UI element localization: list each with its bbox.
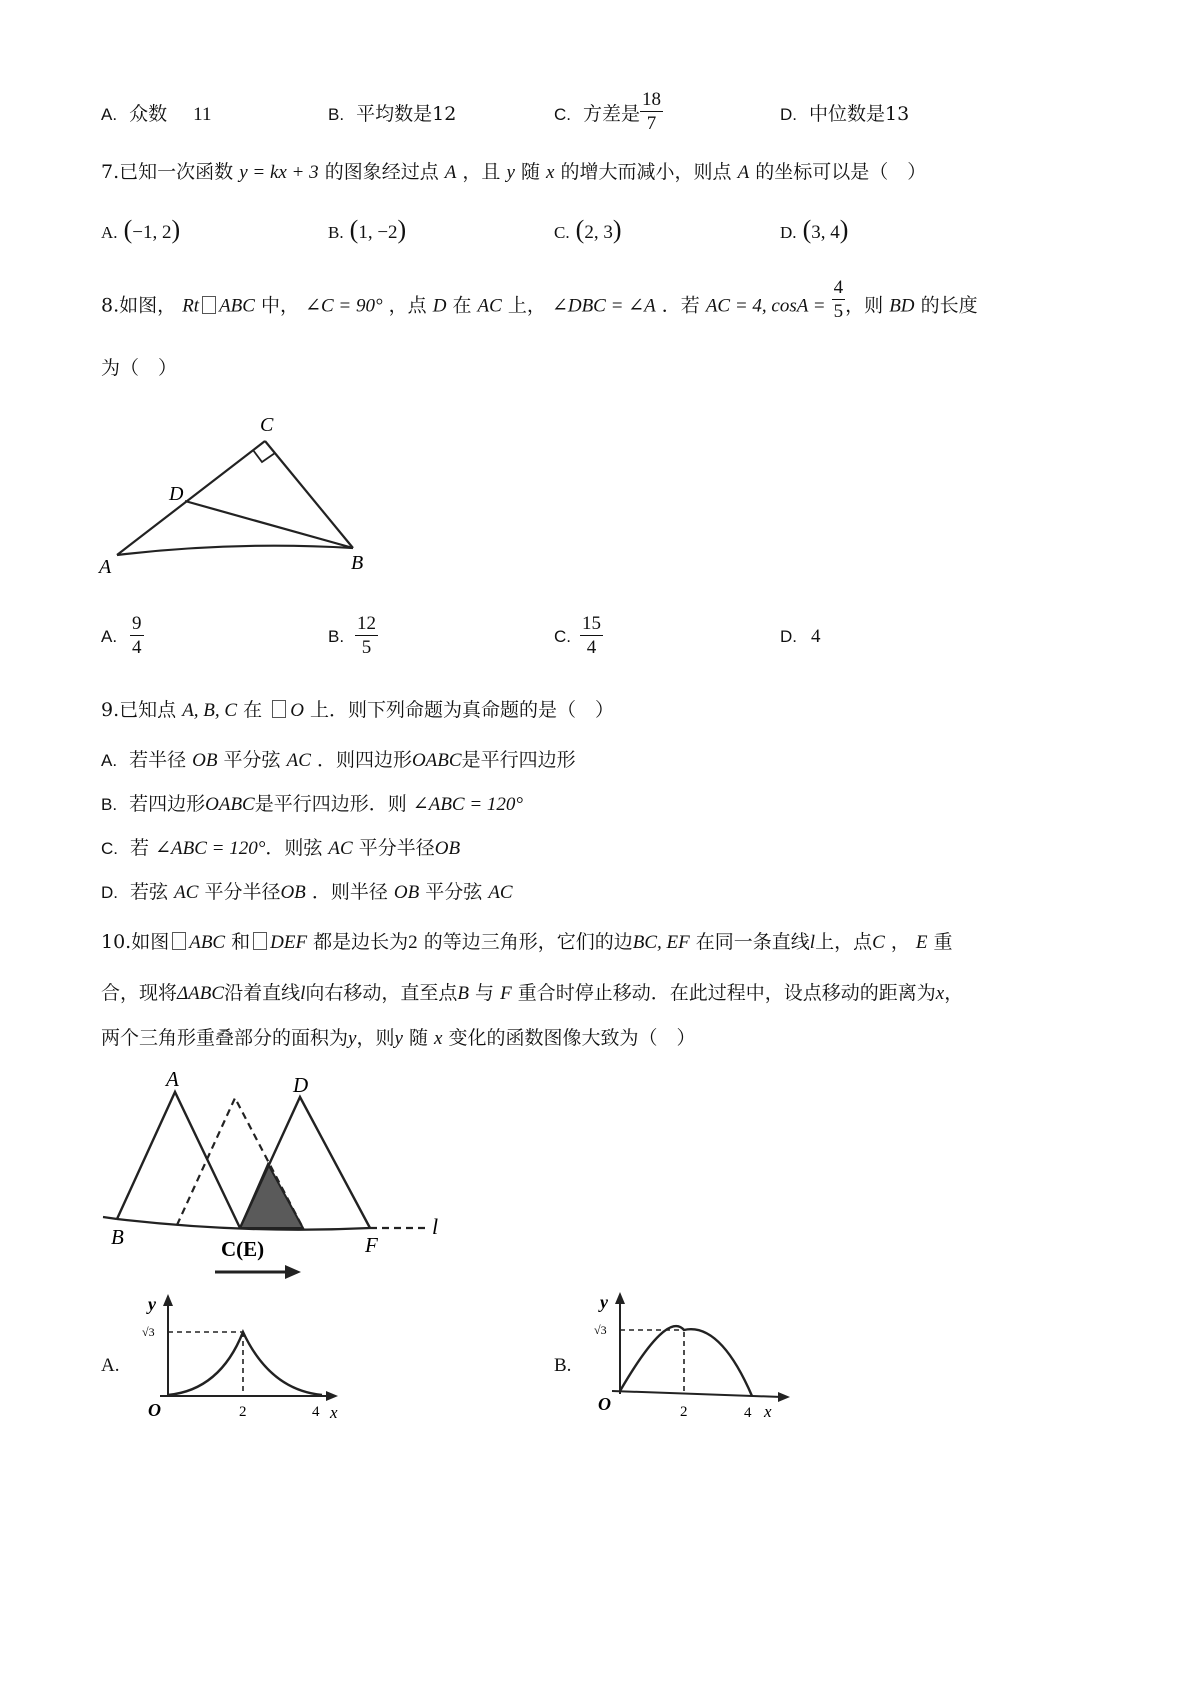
q7-function: y = kx + 3 bbox=[239, 162, 319, 183]
curve bbox=[168, 1332, 322, 1395]
q8-stem-text: 中， bbox=[261, 294, 300, 317]
q7-option-b bbox=[328, 216, 406, 247]
q6-option-b bbox=[328, 100, 456, 129]
fraction-denominator: 5 bbox=[833, 301, 844, 322]
tick-label-4: 4 bbox=[744, 1405, 752, 1421]
segment-ab bbox=[117, 546, 353, 555]
q6-option-a-text: 众数 bbox=[129, 103, 168, 125]
q9-option-label: A. bbox=[101, 751, 118, 770]
fraction-denominator: 4 bbox=[132, 637, 142, 658]
q10-text: ， bbox=[890, 931, 910, 953]
origin-label: O bbox=[148, 1400, 161, 1420]
q9-math: OABC bbox=[411, 750, 462, 771]
overlap-shaded-region bbox=[240, 1164, 303, 1228]
q7-option-c bbox=[554, 216, 621, 247]
q8-stem-text: ，则 bbox=[845, 294, 884, 317]
q10-graph-a-label: A. bbox=[101, 1355, 120, 1376]
q8-stem-text: 在 bbox=[452, 294, 472, 317]
q9-option-label: B. bbox=[101, 795, 118, 814]
q9-math: ∠ABC = 120° bbox=[155, 838, 266, 859]
q8-option-d bbox=[780, 622, 821, 651]
q10-math: ABC bbox=[189, 932, 226, 953]
q10-stem-line1 bbox=[101, 928, 953, 957]
tick-label-2: 2 bbox=[239, 1404, 247, 1420]
q8-point-d: D bbox=[432, 295, 447, 317]
q9-math: AC bbox=[286, 750, 311, 771]
fraction-numerator: 15 bbox=[582, 613, 601, 634]
q10-math: l bbox=[300, 983, 306, 1004]
q10-math: 2 bbox=[408, 932, 418, 953]
q9-stem-text: 上．则下列命题为真命题的是（ ） bbox=[309, 699, 614, 721]
q10-math: x bbox=[434, 1028, 443, 1049]
q10-text: 与 bbox=[475, 982, 495, 1004]
fraction-numerator: 18 bbox=[642, 89, 661, 110]
q7-point: A bbox=[737, 162, 750, 183]
q9-text: ．则弦 bbox=[265, 837, 323, 859]
q7-option-value: 2, 3 bbox=[584, 222, 613, 243]
tick-label-sqrt3: √3 bbox=[142, 1325, 155, 1339]
q6-option-b-text: 平均数是12 bbox=[356, 103, 457, 125]
q8-option-a-fraction bbox=[130, 612, 144, 659]
q10-math: BC, EF bbox=[632, 932, 690, 953]
q10-math: E bbox=[915, 932, 928, 953]
q10-math: DEF bbox=[270, 932, 308, 953]
q9-option-label: D. bbox=[101, 883, 118, 902]
q7-stem-text: 的图象经过点 bbox=[324, 161, 439, 183]
q8-option-value: 4 bbox=[811, 626, 821, 647]
line-l bbox=[103, 1217, 117, 1219]
paren-open: ( bbox=[575, 215, 585, 244]
q10-graph-b-label: B. bbox=[554, 1355, 572, 1376]
q9-text: ．则半径 bbox=[311, 881, 388, 903]
q10-math: y bbox=[394, 1028, 403, 1049]
circle-symbol bbox=[272, 700, 286, 718]
q8-stem-text: 的长度 bbox=[920, 294, 978, 317]
q8-segment-bd: BD bbox=[889, 295, 915, 317]
fraction-denominator: 4 bbox=[586, 637, 597, 658]
q9-text: 若半径 bbox=[129, 749, 187, 771]
q7-option-a bbox=[101, 216, 180, 247]
q10-text: 变化的函数图像大致为（ ） bbox=[448, 1027, 696, 1049]
q10-stem-line2 bbox=[101, 979, 963, 1008]
q8-angle-eq: ∠DBC = ∠A bbox=[551, 295, 656, 317]
paren-open: ( bbox=[802, 215, 812, 244]
q9-text: 平分弦 bbox=[425, 881, 483, 903]
q10-text: 的等边三角形，它们的边 bbox=[423, 931, 633, 953]
q10-text: 合，现将 bbox=[101, 982, 178, 1004]
tick-label-2: 2 bbox=[680, 1404, 688, 1420]
point-label-c: C bbox=[260, 414, 274, 436]
q8-cos-fraction bbox=[832, 276, 846, 323]
q9-option-b bbox=[101, 790, 523, 819]
x-axis bbox=[612, 1391, 782, 1397]
q8-stem-line2: 为（ ） bbox=[101, 357, 178, 379]
q8-stem-text: ．若 bbox=[661, 294, 700, 317]
fraction-numerator: 4 bbox=[833, 277, 844, 298]
q9-text: 若 bbox=[130, 837, 150, 859]
q8-option-label: B. bbox=[328, 627, 345, 646]
q10-text: 10.如图 bbox=[101, 931, 170, 953]
tick-label-sqrt3: √3 bbox=[594, 1323, 607, 1337]
axis-label-y: y bbox=[600, 1292, 608, 1312]
point-label-a: A bbox=[166, 1067, 179, 1091]
q7-stem-text: 的增大而减小，则点 bbox=[560, 161, 732, 183]
q8-triangle: ABC bbox=[219, 295, 255, 317]
q7-stem-text: ，且 bbox=[462, 161, 501, 183]
q10-math: F bbox=[500, 983, 512, 1004]
q9-math: OABC bbox=[205, 794, 255, 815]
q7-stem-text: 随 bbox=[520, 161, 540, 183]
q8-rt: Rt bbox=[182, 295, 200, 317]
q6-option-d-label: D. bbox=[780, 105, 797, 124]
point-label-a: A bbox=[99, 556, 112, 578]
q10-text: ，则 bbox=[356, 1027, 395, 1049]
point-label-f: F bbox=[365, 1233, 378, 1257]
q10-text: 和 bbox=[231, 931, 251, 953]
q6-option-a-value: 11 bbox=[193, 104, 212, 125]
q7-var-y: y bbox=[506, 162, 515, 183]
q6-option-c bbox=[554, 100, 640, 129]
q10-math: y bbox=[348, 1028, 357, 1049]
y-axis-arrow bbox=[615, 1292, 625, 1304]
q8-stem-text: ，点 bbox=[388, 294, 427, 317]
q9-text: 是平行四边形．则 bbox=[254, 793, 407, 815]
q10-math: C bbox=[872, 932, 885, 953]
q8-option-label: A. bbox=[101, 627, 118, 646]
fraction-denominator: 7 bbox=[646, 113, 657, 134]
q8-option-label: C. bbox=[554, 627, 571, 646]
q7-option-value: −1, 2 bbox=[132, 222, 172, 243]
tick-label-4: 4 bbox=[312, 1404, 320, 1420]
x-axis-arrow bbox=[326, 1391, 338, 1401]
q8-angle-c: ∠C = 90° bbox=[305, 295, 383, 317]
q10-text: 在同一条直线 bbox=[695, 931, 810, 953]
q10-text: 沿着直线 bbox=[224, 982, 301, 1004]
q10-graph-b bbox=[592, 1290, 807, 1430]
q9-stem bbox=[101, 696, 614, 725]
q10-text: 两个三角形重叠部分的面积为 bbox=[101, 1027, 349, 1049]
paren-open: ( bbox=[123, 215, 133, 244]
q7-option-label: A. bbox=[101, 223, 118, 242]
q6-option-a-label: A. bbox=[101, 105, 118, 124]
x-axis-arrow bbox=[778, 1392, 790, 1402]
q9-option-label: C. bbox=[101, 839, 118, 858]
q7-point: A bbox=[444, 162, 457, 183]
q6-option-c-text: 方差是 bbox=[583, 103, 641, 125]
fraction-numerator: 12 bbox=[357, 613, 376, 634]
q9-math: AC bbox=[328, 838, 353, 859]
q10-triangles-figure bbox=[95, 1062, 455, 1287]
q9-math: OB bbox=[280, 882, 306, 903]
q10-text: 随 bbox=[408, 1027, 428, 1049]
origin-label: O bbox=[598, 1394, 611, 1414]
q8-option-b bbox=[328, 622, 344, 651]
q10-math: B bbox=[457, 983, 469, 1004]
q8-segment-ac: AC bbox=[477, 295, 502, 317]
q7-option-d bbox=[780, 216, 848, 247]
right-angle-mark bbox=[253, 450, 275, 462]
q9-option-d bbox=[101, 878, 513, 907]
fraction-numerator: 9 bbox=[132, 613, 142, 634]
q9-math: ∠ABC = 120° bbox=[412, 794, 524, 815]
q9-text: 平分弦 bbox=[223, 749, 281, 771]
q9-math: OB bbox=[192, 750, 218, 771]
q6-option-d-text: 中位数是13 bbox=[809, 103, 910, 125]
q7-stem-text: 的坐标可以是（ ） bbox=[755, 161, 927, 183]
q9-text: 平分半径 bbox=[204, 881, 281, 903]
q10-text: 重合时停止移动．在此过程中，设点移动的距离为 bbox=[517, 982, 936, 1004]
q7-option-label: D. bbox=[780, 223, 797, 242]
paren-close: ) bbox=[839, 215, 849, 244]
q10-text: ， bbox=[944, 982, 964, 1004]
q7-var-x: x bbox=[546, 162, 555, 183]
paren-close: ) bbox=[397, 215, 407, 244]
q8-option-c-fraction bbox=[580, 612, 603, 659]
q9-stem-text: 在 bbox=[243, 699, 263, 721]
q8-option-c bbox=[554, 622, 571, 651]
q7-stem bbox=[101, 158, 926, 187]
q8-condition: AC = 4, cosA = bbox=[705, 295, 826, 317]
q8-stem bbox=[101, 277, 978, 323]
q10-stem-line3 bbox=[101, 1024, 696, 1053]
q10-text: 都是边长为 bbox=[313, 931, 409, 953]
triangle-symbol bbox=[172, 932, 186, 950]
move-arrow-head bbox=[285, 1265, 301, 1279]
segment-cb bbox=[265, 441, 353, 548]
q9-option-c bbox=[101, 834, 460, 863]
point-label-d: D bbox=[293, 1073, 309, 1097]
triangle-symbol bbox=[202, 296, 216, 314]
q7-option-value: 3, 4 bbox=[811, 222, 840, 243]
q10-math: x bbox=[935, 983, 945, 1004]
q8-option-a bbox=[101, 622, 117, 651]
q9-math: OB bbox=[434, 838, 461, 859]
q8-triangle-figure bbox=[95, 405, 385, 585]
q8-option-label: D. bbox=[780, 627, 797, 646]
q9-math: AC bbox=[174, 882, 199, 903]
point-label-d: D bbox=[169, 483, 184, 505]
q6-option-d bbox=[780, 100, 909, 129]
q7-option-value: 1, −2 bbox=[358, 222, 398, 243]
q9-text: 平分半径 bbox=[358, 837, 435, 859]
q9-circle-o: O bbox=[290, 700, 304, 721]
q9-stem-text: 9.已知点 bbox=[101, 699, 177, 721]
q10-text: 上，点 bbox=[815, 931, 873, 953]
q10-graph-a bbox=[140, 1292, 355, 1432]
axis-label-y: y bbox=[148, 1294, 156, 1314]
q10-math: l bbox=[809, 932, 816, 953]
q7-option-label: C. bbox=[554, 223, 570, 242]
line-label-l: l bbox=[432, 1214, 439, 1239]
q9-points: A, B, C bbox=[182, 700, 238, 721]
q10-text: 向右移动，直至点 bbox=[305, 982, 458, 1004]
q8-stem-text: 上， bbox=[507, 294, 546, 317]
q9-text: 若四边形 bbox=[129, 793, 206, 815]
paren-close: ) bbox=[612, 215, 622, 244]
point-label-b: B bbox=[111, 1225, 124, 1249]
q10-text: 重 bbox=[933, 931, 953, 953]
segment-ac bbox=[117, 441, 265, 555]
paren-open: ( bbox=[349, 215, 359, 244]
q9-text: 是平行四边形 bbox=[461, 749, 576, 771]
y-axis-arrow bbox=[163, 1294, 173, 1306]
curve bbox=[620, 1326, 752, 1396]
fraction-denominator: 5 bbox=[361, 637, 372, 658]
axis-label-x: x bbox=[330, 1403, 338, 1422]
q9-text: 若弦 bbox=[130, 881, 169, 903]
axis-label-x: x bbox=[764, 1402, 772, 1421]
q9-math: OB bbox=[393, 882, 420, 903]
q10-math: ΔABC bbox=[177, 983, 225, 1004]
point-label-ce: C(E) bbox=[221, 1237, 265, 1261]
point-label-b: B bbox=[351, 552, 364, 574]
paren-close: ) bbox=[171, 215, 181, 244]
q7-stem-text: 7.已知一次函数 bbox=[101, 161, 234, 183]
q6-option-c-fraction bbox=[640, 88, 663, 135]
q6-options bbox=[101, 100, 211, 129]
segment-db bbox=[185, 501, 353, 548]
q9-text: ．则四边形 bbox=[316, 749, 412, 771]
triangle-symbol bbox=[253, 932, 267, 950]
q9-option-a bbox=[101, 746, 576, 775]
triangle-abc bbox=[117, 1092, 240, 1228]
q6-option-c-label: C. bbox=[554, 105, 571, 124]
q9-math: AC bbox=[488, 882, 513, 903]
q6-option-b-label: B. bbox=[328, 105, 345, 124]
q8-option-b-fraction bbox=[355, 612, 378, 659]
q8-stem-text: 8.如图， bbox=[101, 294, 177, 317]
q7-option-label: B. bbox=[328, 223, 344, 242]
